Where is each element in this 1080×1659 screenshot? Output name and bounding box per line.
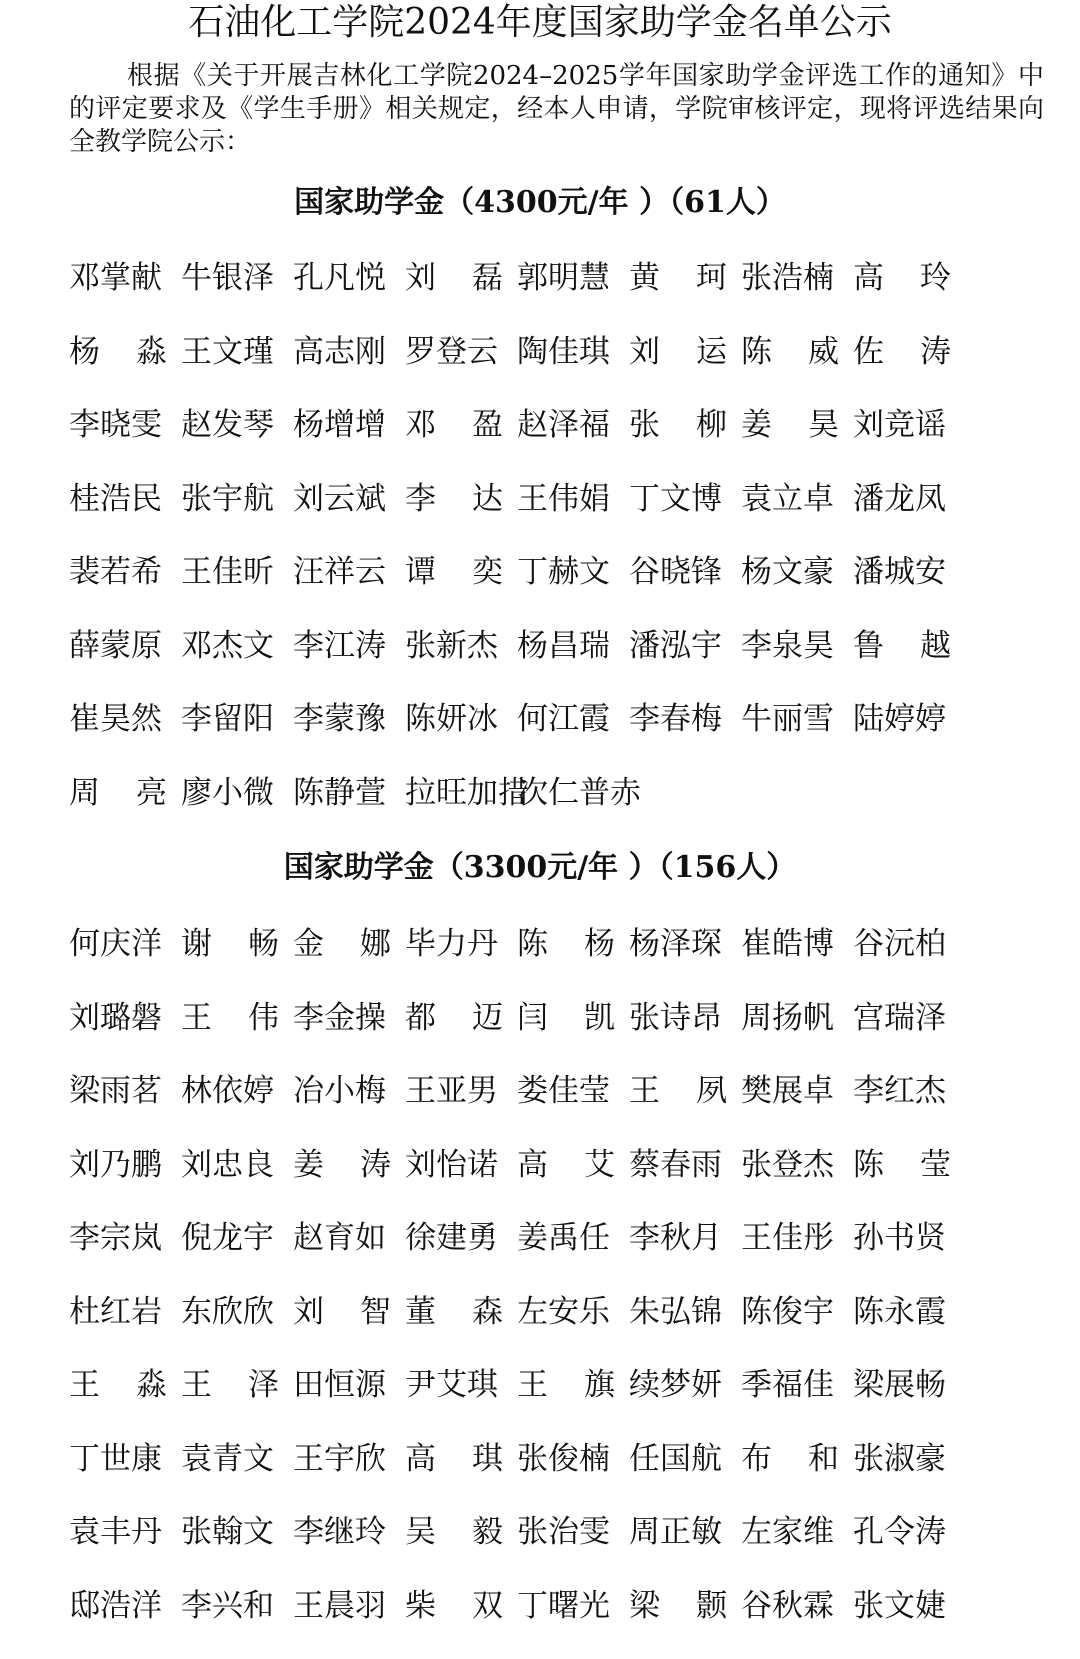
- student-name: 拉旺加措: [405, 773, 545, 813]
- name-row: [69, 626, 1069, 700]
- student-name: 孔令涛: [853, 1512, 953, 1552]
- student-name: 张俊楠: [517, 1439, 617, 1479]
- student-name: 汪祥云: [293, 552, 393, 592]
- student-name: 丁世康: [69, 1439, 169, 1479]
- student-name: 刘乃鹏: [69, 1145, 169, 1185]
- student-name: 李兴和: [181, 1586, 281, 1626]
- student-name: 杨昌瑞: [517, 626, 617, 666]
- student-name: 李晓雯: [69, 405, 169, 445]
- name-row: [69, 773, 1069, 847]
- student-name: 孙书贤: [853, 1218, 953, 1258]
- student-name: 谢 畅: [181, 924, 279, 964]
- student-name: 牛丽雪: [741, 699, 841, 739]
- name-row: [69, 479, 1069, 553]
- student-name: 李红杰: [853, 1071, 953, 1111]
- student-name: 王 泽: [181, 1365, 279, 1405]
- student-name: 牛银泽: [181, 258, 281, 298]
- student-name: 陈 杨: [517, 924, 615, 964]
- name-row: [69, 258, 1069, 332]
- student-name: 杜红岩: [69, 1292, 169, 1332]
- name-row: [69, 1512, 1069, 1586]
- name-list-4300: [69, 258, 1069, 846]
- student-name: 黄 珂: [629, 258, 727, 298]
- student-name: 何庆洋: [69, 924, 169, 964]
- name-row: [69, 1071, 1069, 1145]
- name-row: [69, 998, 1069, 1072]
- student-name: 罗登云: [405, 332, 505, 372]
- student-name: 刘璐磐: [69, 998, 169, 1038]
- student-name: 尹艾琪: [405, 1365, 505, 1405]
- student-name: 梁展畅: [853, 1365, 953, 1405]
- student-name: 邓杰文: [181, 626, 281, 666]
- student-name: 刘怡诺: [405, 1145, 505, 1185]
- section-heading-4300: 国家助学金（4300元/年 ）（61人）: [0, 183, 1080, 223]
- student-name: 李继玲: [293, 1512, 393, 1552]
- student-name: 袁立卓: [741, 479, 841, 519]
- student-name: 王 旗: [517, 1365, 615, 1405]
- student-name: 蔡春雨: [629, 1145, 729, 1185]
- name-row: [69, 332, 1069, 406]
- student-name: 张浩楠: [741, 258, 841, 298]
- student-name: 刘忠良: [181, 1145, 281, 1185]
- student-name: 周 亮: [69, 773, 167, 813]
- student-name: 姜 涛: [293, 1145, 391, 1185]
- student-name: 徐建勇: [405, 1218, 505, 1258]
- student-name: 次仁普赤: [517, 773, 657, 813]
- student-name: 郭明慧: [517, 258, 617, 298]
- student-name: 王亚男: [405, 1071, 505, 1111]
- student-name: 张登杰: [741, 1145, 841, 1185]
- student-name: 续梦妍: [629, 1365, 729, 1405]
- student-name: 樊展卓: [741, 1071, 841, 1111]
- student-name: 刘 运: [629, 332, 727, 372]
- student-name: 何江霞: [517, 699, 617, 739]
- student-name: 杨文豪: [741, 552, 841, 592]
- name-row: [69, 1586, 1069, 1659]
- student-name: 高 玲: [853, 258, 951, 298]
- student-name: 孔凡悦: [293, 258, 393, 298]
- intro-paragraph: 根据《关于开展吉林化工学院2024–2025学年国家助学金评选工作的通知》中的评定要求及《学生手册》相关规定，经本人申请，学院审核评定，现将评选结果向全教学院公示：: [69, 60, 1044, 159]
- student-name: 丁赫文: [517, 552, 617, 592]
- student-name: 冶小梅: [293, 1071, 393, 1111]
- student-name: 吴 毅: [405, 1512, 503, 1552]
- student-name: 鲁 越: [853, 626, 951, 666]
- student-name: 张新杰: [405, 626, 505, 666]
- student-name: 张 柳: [629, 405, 727, 445]
- student-name: 季福佳: [741, 1365, 841, 1405]
- student-name: 张宇航: [181, 479, 281, 519]
- student-name: 谷秋霖: [741, 1586, 841, 1626]
- student-name: 谷晓锋: [629, 552, 729, 592]
- student-name: 张翰文: [181, 1512, 281, 1552]
- name-list-3300: [69, 924, 1069, 1659]
- student-name: 谷沅柏: [853, 924, 953, 964]
- student-name: 刘云斌: [293, 479, 393, 519]
- student-name: 高 琪: [405, 1439, 503, 1479]
- student-name: 李蒙豫: [293, 699, 393, 739]
- student-name: 王晨羽: [293, 1586, 393, 1626]
- name-row: [69, 1145, 1069, 1219]
- name-row: [69, 1218, 1069, 1292]
- student-name: 左安乐: [517, 1292, 617, 1332]
- student-name: 李泉昊: [741, 626, 841, 666]
- student-name: 东欣欣: [181, 1292, 281, 1332]
- student-name: 周正敏: [629, 1512, 729, 1552]
- student-name: 桂浩民: [69, 479, 169, 519]
- student-name: 王伟娟: [517, 479, 617, 519]
- student-name: 邸浩洋: [69, 1586, 169, 1626]
- student-name: 丁曙光: [517, 1586, 617, 1626]
- name-row: [69, 1365, 1069, 1439]
- name-row: [69, 1439, 1069, 1513]
- student-name: 陈 威: [741, 332, 839, 372]
- student-name: 谭 奕: [405, 552, 503, 592]
- name-row: [69, 1292, 1069, 1366]
- student-name: 任国航: [629, 1439, 729, 1479]
- student-name: 李宗岚: [69, 1218, 169, 1258]
- student-name: 崔皓博: [741, 924, 841, 964]
- student-name: 赵发琴: [181, 405, 281, 445]
- student-name: 柴 双: [405, 1586, 503, 1626]
- student-name: 高志刚: [293, 332, 393, 372]
- student-name: 陈妍冰: [405, 699, 505, 739]
- student-name: 丁文博: [629, 479, 729, 519]
- student-name: 布 和: [741, 1439, 839, 1479]
- name-row: [69, 405, 1069, 479]
- student-name: 金 娜: [293, 924, 391, 964]
- student-name: 李秋月: [629, 1218, 729, 1258]
- document-title: 石油化工学院2024年度国家助学金名单公示: [0, 0, 1080, 46]
- student-name: 王佳彤: [741, 1218, 841, 1258]
- student-name: 田恒源: [293, 1365, 393, 1405]
- student-name: 娄佳莹: [517, 1071, 617, 1111]
- student-name: 姜禹任: [517, 1218, 617, 1258]
- student-name: 王文瑾: [181, 332, 281, 372]
- student-name: 刘 智: [293, 1292, 391, 1332]
- student-name: 李 达: [405, 479, 503, 519]
- student-name: 陈永霞: [853, 1292, 953, 1332]
- student-name: 姜 昊: [741, 405, 839, 445]
- student-name: 高 艾: [517, 1145, 615, 1185]
- student-name: 陶佳琪: [517, 332, 617, 372]
- student-name: 张诗昂: [629, 998, 729, 1038]
- student-name: 杨增增: [293, 405, 393, 445]
- student-name: 都 迈: [405, 998, 503, 1038]
- student-name: 潘泓宇: [629, 626, 729, 666]
- student-name: 陈静萱: [293, 773, 393, 813]
- student-name: 梁 颢: [629, 1586, 727, 1626]
- student-name: 李留阳: [181, 699, 281, 739]
- student-name: 袁青文: [181, 1439, 281, 1479]
- student-name: 毕力丹: [405, 924, 505, 964]
- student-name: 张治雯: [517, 1512, 617, 1552]
- student-name: 梁雨茗: [69, 1071, 169, 1111]
- student-name: 袁丰丹: [69, 1512, 169, 1552]
- student-name: 杨 淼: [69, 332, 167, 372]
- student-name: 佐 涛: [853, 332, 951, 372]
- student-name: 董 森: [405, 1292, 503, 1332]
- student-name: 陈俊宇: [741, 1292, 841, 1332]
- name-row: [69, 552, 1069, 626]
- student-name: 邓掌献: [69, 258, 169, 298]
- student-name: 左家维: [741, 1512, 841, 1552]
- student-name: 宫瑞泽: [853, 998, 953, 1038]
- student-name: 赵育如: [293, 1218, 393, 1258]
- student-name: 薛蒙原: [69, 626, 169, 666]
- student-name: 王 淼: [69, 1365, 167, 1405]
- student-name: 李金操: [293, 998, 393, 1038]
- student-name: 王佳昕: [181, 552, 281, 592]
- student-name: 裴若希: [69, 552, 169, 592]
- student-name: 王 伟: [181, 998, 279, 1038]
- student-name: 张淑豪: [853, 1439, 953, 1479]
- student-name: 刘 磊: [405, 258, 503, 298]
- student-name: 倪龙宇: [181, 1218, 281, 1258]
- student-name: 赵泽福: [517, 405, 617, 445]
- student-name: 廖小微: [181, 773, 281, 813]
- student-name: 林依婷: [181, 1071, 281, 1111]
- student-name: 张文婕: [853, 1586, 953, 1626]
- section-heading-3300: 国家助学金（3300元/年 ）（156人）: [0, 848, 1080, 888]
- student-name: 崔昊然: [69, 699, 169, 739]
- student-name: 王宇欣: [293, 1439, 393, 1479]
- student-name: 邓 盈: [405, 405, 503, 445]
- name-row: [69, 699, 1069, 773]
- student-name: 李春梅: [629, 699, 729, 739]
- student-name: 朱弘锦: [629, 1292, 729, 1332]
- student-name: 周扬帆: [741, 998, 841, 1038]
- student-name: 刘竞谣: [853, 405, 953, 445]
- student-name: 陆婷婷: [853, 699, 953, 739]
- student-name: 潘城安: [853, 552, 953, 592]
- student-name: 潘龙凤: [853, 479, 953, 519]
- student-name: 李江涛: [293, 626, 393, 666]
- student-name: 陈 莹: [853, 1145, 951, 1185]
- student-name: 杨泽琛: [629, 924, 729, 964]
- student-name: 闫 凯: [517, 998, 615, 1038]
- student-name: 王 夙: [629, 1071, 727, 1111]
- name-row: [69, 924, 1069, 998]
